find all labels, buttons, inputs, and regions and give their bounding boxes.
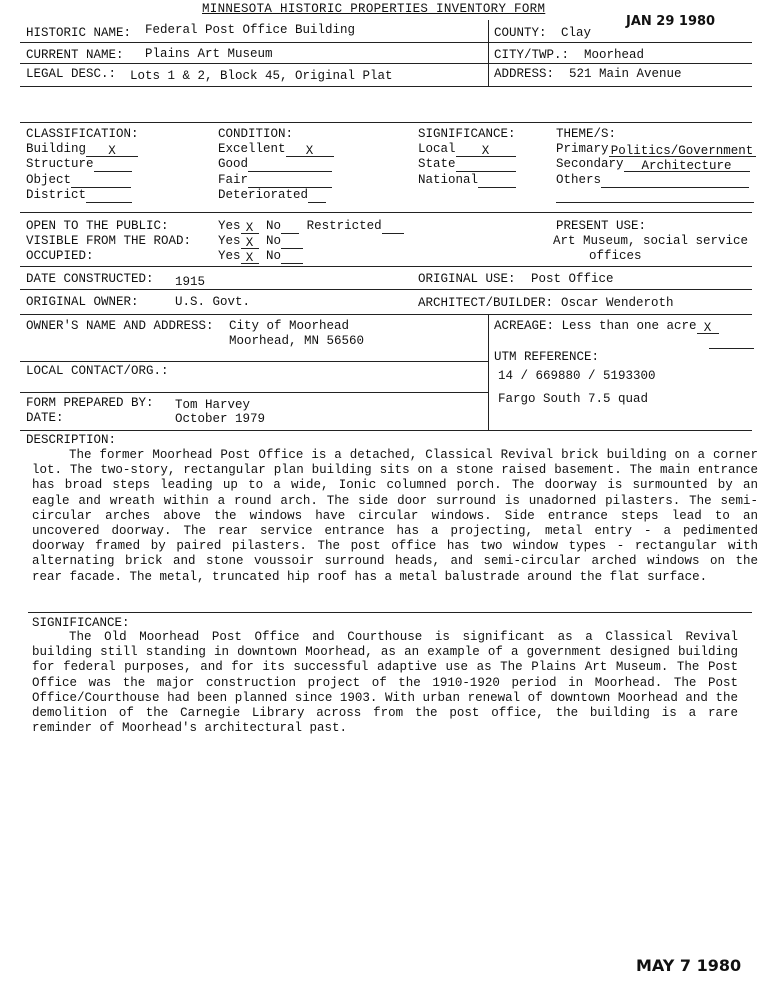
legal-desc-label: LEGAL DESC.:: [26, 67, 117, 81]
original-owner-value: U.S. Govt.: [175, 295, 251, 309]
original-use-label: ORIGINAL USE:: [418, 272, 516, 286]
form-prepared-by-value: Tom Harvey: [175, 398, 251, 412]
legal-desc-value: Lots 1 & 2, Block 45, Original Plat: [130, 69, 393, 83]
rule: [20, 63, 752, 64]
theme-primary: Primary Politics/Government: [556, 142, 756, 157]
architect-value: Oscar Wenderoth: [561, 296, 674, 310]
rule: [20, 314, 752, 315]
current-name-value: Plains Art Museum: [145, 47, 273, 61]
condition-item: Deteriorated: [218, 188, 326, 203]
form-prepared-by-label: FORM PREPARED BY:: [26, 396, 154, 410]
historic-name-value: Federal Post Office Building: [145, 23, 356, 37]
condition-item: Fair: [218, 173, 332, 188]
owner-address-label: OWNER'S NAME AND ADDRESS:: [26, 319, 214, 333]
themes-label: THEME/S:: [556, 127, 617, 141]
date-constructed-label: DATE CONSTRUCTED:: [26, 272, 154, 286]
present-use-label: PRESENT USE:: [556, 219, 647, 233]
description-label: DESCRIPTION:: [26, 433, 117, 447]
classification-item: Building X: [26, 142, 138, 157]
rule: [20, 212, 752, 213]
address-label: ADDRESS:: [494, 67, 555, 81]
form-title: MINNESOTA HISTORIC PROPERTIES INVENTORY FORM: [202, 2, 546, 16]
significance-level-label: SIGNIFICANCE:: [418, 127, 516, 141]
significance-label: SIGNIFICANCE:: [32, 616, 130, 630]
rule: [20, 361, 488, 362]
open-to-public-options: Yes X No Restricted: [218, 219, 404, 234]
utm-label: UTM REFERENCE:: [494, 350, 600, 364]
theme-others-extra: [556, 188, 754, 203]
occupied-label: OCCUPIED:: [26, 249, 94, 263]
theme-secondary: Secondary Architecture: [556, 157, 750, 172]
occupied-options: Yes X No: [218, 249, 303, 264]
form-date-label: DATE:: [26, 411, 64, 425]
classification-item: Structure: [26, 157, 132, 172]
condition-item: Excellent X: [218, 142, 334, 157]
rule: [20, 122, 752, 123]
classification-label: CLASSIFICATION:: [26, 127, 139, 141]
original-owner-label: ORIGINAL OWNER:: [26, 295, 139, 309]
rule: [28, 612, 752, 613]
present-use-line2: offices: [589, 249, 642, 263]
condition-item: Good: [218, 157, 332, 172]
historic-name-label: HISTORIC NAME:: [26, 26, 132, 40]
received-date-stamp: JAN 29 1980: [626, 14, 716, 29]
received-stamp-bottom: MAY 7 1980: [636, 956, 742, 975]
theme-others: Others: [556, 173, 749, 188]
architect-label: ARCHITECT/BUILDER:: [418, 296, 554, 310]
acreage-row: ACREAGE: Less than one acre X: [494, 319, 719, 334]
rule: [20, 430, 752, 431]
significance-item: State: [418, 157, 516, 172]
significance-item: Local X: [418, 142, 516, 157]
visible-from-road-options: Yes X No: [218, 234, 303, 249]
utm-value: 14 / 669880 / 5193300: [498, 369, 656, 383]
classification-item: Object: [26, 173, 131, 188]
county-label: COUNTY:: [494, 26, 547, 40]
original-use-value: Post Office: [531, 272, 614, 286]
divider: [488, 314, 489, 430]
description-text: The former Moorhead Post Office is a detached, Classical Revival brick building on a corner lot. The two-story, rectangular plan building sits on a stone raised basement. The main entrance has broad steps leading up to a wide, Ionic columned porch. The doorway is surmounted by an eagle and wreath within a round arch. The side door surround is unadorned pilasters. The semi-circular arches above the windows have circular windows. Side entrance steps lead to an uncovered doorway. The rear service entrance has a projecting, metal entry - a pedimented doorway framed by paired pilasters. The post office has two window types - rectangular with alternating brick and stone voussoir surround heads, and semi-circular arched windows on the rear facade. The metal, truncated hip roof has a metal balustrade around the flat surface.: [32, 448, 758, 584]
county-value: Clay: [561, 26, 592, 40]
open-to-public-label: OPEN TO THE PUBLIC:: [26, 219, 169, 233]
visible-from-road-label: VISIBLE FROM THE ROAD:: [26, 234, 192, 248]
acreage-blank: [709, 348, 754, 349]
city-value: Moorhead: [584, 48, 645, 62]
rule: [20, 86, 752, 87]
date-constructed-value: 1915: [175, 275, 206, 289]
classification-item: District: [26, 188, 132, 203]
city-label: CITY/TWP.:: [494, 48, 570, 62]
divider: [488, 20, 489, 86]
address-value: 521 Main Avenue: [569, 67, 682, 81]
present-use-line1: Art Museum, social service: [553, 234, 749, 248]
owner-line1: City of Moorhead: [229, 319, 350, 333]
condition-label: CONDITION:: [218, 127, 294, 141]
rule: [20, 392, 488, 393]
significance-item: National: [418, 173, 516, 188]
significance-text: The Old Moorhead Post Office and Courthouse is significant as a Classical Revival building still standing in downtown Moorhead, as an example of a government designed building for federal purposes, and for its successful adaptive use as The Plains Art Museum. The Post Office was the major construction project of the 1910-1920 period in Moorhead. The Post Office/Courthouse had been planned since 1903. With urban renewal of downtown Moorhead and the demolition of the Carnegie Library across from the post office, the building is a rare reminder of Moorhead's architectural past.: [32, 630, 738, 736]
local-contact-label: LOCAL CONTACT/ORG.:: [26, 364, 169, 378]
current-name-label: CURRENT NAME:: [26, 48, 124, 62]
rule: [20, 266, 752, 267]
quad-value: Fargo South 7.5 quad: [498, 392, 649, 406]
rule: [20, 289, 752, 290]
owner-line2: Moorhead, MN 56560: [229, 334, 365, 348]
rule: [20, 42, 752, 43]
form-date-value: October 1979: [175, 412, 266, 426]
